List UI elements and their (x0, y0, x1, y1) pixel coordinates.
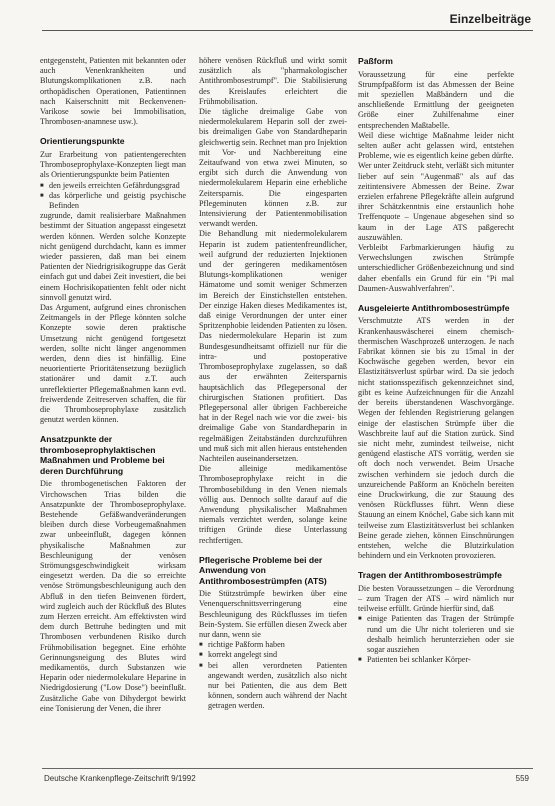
paragraph: Verschmutzte ATS werden in der Krankenhauswäscherei einem chemisch-thermischen Waschprozeß unterzogen. Je nach Fabrikat können sie bis zu 15mal in der Kochwäsche gegeben werden, bevor ein Elastizitätsverlust spürbar wird. Da sie jedoch nicht stationsspezifisch gekennzeichnet sind, gibt es keine Aufzeichnungen für die Anzahl der bereits überstandenen Waschvorgänge. Wegen der fehlenden Registrierung gelangen einige der elastischen Strümpfe über die Waschbreite lauf auf die Station zurück. Sind sie nicht mehr, zumindest teilweise, nicht genügend elastische ATS vorrätig, werden sie oft doch noch verwendet. Beim Ursache zwischen verhindern sie jedoch durch die unzureichende Paßform an Knöcheln bereiten eine Druckwirkung, die zur Stauung des venösen Rückflusses führt. Wenn diese Stauung an einem Knöchel, Gabe sich kann mit teilweise zum Elastizitätsverlust bei schlanken Beine gerade ziehen, können Einschnürungen entstehen, welche die Blutzirkulation behindern und ein Verknoten provozieren. (358, 316, 514, 561)
section-title: Einzelbeiträge (449, 12, 531, 26)
heading-ansatzpunkte: Ansatzpunkte der thromboseprophylaktischen Maßnahmen und Probleme bei deren Durchführung (40, 434, 165, 476)
list-item: ■ richtige Paßform haben (199, 640, 347, 650)
heading-pflegerische-probleme: Pflegerische Probleme bei der Anwendung von Antithrombosestrümpfen (ATS) (199, 554, 327, 586)
page-number: 559 (515, 774, 529, 783)
paragraph: Weil diese wichtige Maßnahme leider nicht selten außer acht gelassen wird, entstehen Probleme, wie es eigentlich keine geben dürfte. (358, 130, 514, 161)
paragraph: Voraussetzung für eine perfekte Strumpfpaßform ist das Abmessen der Beine mit speziellen Maßbändern und die anschließende Ermittlung der geeigneten Größe einer Zuhilfenahme einer entsprechenden Maßtabelle. (358, 69, 514, 130)
list-item: ■ den jeweils erreichten Gefährdungsgrad (40, 181, 186, 191)
column-1 (40, 56, 186, 714)
heading-tragen-ats: Tragen der Antithrombosestrümpfe (358, 570, 502, 581)
paragraph: Zur Erarbeitung von patientengerechten Thromboseprophylaxe-Konzepten liegt man als Orientierungspunkte beim Patienten (40, 149, 186, 180)
paragraph: entgegensteht, Patienten mit bekannten oder auch Venenkrankheiten und Blutungskomplikationen z.B. nach orthopädischen Operationen, Patientinnen nach Kaiserschnitt mit Beckenvenen-Varikose sowie bei Immobilisation, Thrombosen-anamnese usw.). (40, 56, 186, 127)
heading-orientierungspunkte: Orientierungspunkte (40, 136, 125, 147)
list-item: ■ bei allen verordneten Patienten angewandt werden, zusätzlich also nicht nur bei Patienten, die aus dem Bett können, sondern auch während der Nacht getragen werden. (199, 661, 347, 712)
paragraph: Die tägliche dreimalige Gabe von niedermolekularem Heparin soll der zwei- bis dreimaligen Gabe von Standardheparin gleichwertig sein. Rechnet man pro Injektion mit Vor- und Nachbereitung eine Zeitaufwand von etwa zwei Minuten, so ergibt sich durch die Anwendung von niedermolekularem Heparin eine erhebliche Zeitersparnis. Die eingesparten Pflegeminuten können z.B. zur Intensivierung der Patientenmobilisation verwandt werden. (199, 107, 347, 229)
footer-divider (42, 768, 533, 769)
journal-citation: Deutsche Krankenpflege-Zeitschrift 9/1992 (44, 774, 196, 783)
bullet-list (358, 614, 514, 665)
paragraph: Verbleibt Farbmarkierungen häufig zu Verwechslungen zwischen Strümpfe unterschiedlicher Größenbezeichnung und sind daher ebenfalls ein Grund für ein "Pi mal Daumen-Auswahlverfahren". (358, 242, 514, 293)
column-3 (358, 56, 514, 665)
list-item: ■ einige Patienten das Tragen der Strümpfe rund um die Uhr nicht tolerieren und sie deshalb heimlich herunterziehen oder sie sogar ausziehen (358, 614, 514, 655)
paragraph: Die thrombogenetischen Faktoren der Virchowschen Trias bilden die Ansatzpunkte der Thromboseprophylaxe. Bestehende Gefäßwandveränderungen bleiben durch diese Vorbeugemaßnahmen zwar unbeeinflußt, dagegen können physikalische Maßnahmen zur Beschleunigung der venösen Strömungsgeschwindigkeit wirksam eingesetzt werden. Da die so erreichte venöse Strömungsbeschleunigung auch den Abfluß in den tiefen Beinvenen fördert, wird zugleich auch der Rückfluß des Blutes zum Herzen erreicht. Am effektivsten wird dem durch Bettruhe bedingten und mit Thrombosen verbundenen Risiko durch Frühmobilisation begegnet. Eine erhöhte Gerinnungsneigung des Blutes wird medikamentös, durch Substanzen wie Heparin oder niedermolekulare Heparine in Niedrigdosierung ("Low Dose") beeinflußt. Zusätzliche Gabe von Dihydergot bewirkt eine Tonisierung der Venen, die ihrer (40, 479, 186, 713)
heading-ausgeleierte-ats: Ausgeleierte Antithrombosestrümpfe (358, 302, 510, 313)
paragraph: Wer unter Zeitdruck steht, verläßt sich mitunter lieber auf sein "Augenmaß" als auf das zeitintensivere Abmessen der Beine. Zwar erzielen erfahrene Pflegekräfte allein aufgrund ihrer Schätzkenntnis eine erstaunlich hohe Treffenquote – Ungenaue abgesehen sind so kaum in der Lage ATS paßgerecht auszuwählen. (358, 161, 514, 242)
list-item: ■ das körperliche und geistig psychische Befinden (40, 191, 186, 211)
heading-passform: Paßform (358, 56, 393, 66)
paragraph: Die besten Voraussetzungen – die Verordnung – zum Tragen der ATS – wird nämlich nur teilweise erfüllt. Gründe hierfür sind, daß (358, 583, 514, 614)
paragraph: Die Behandlung mit niedermolekularem Heparin ist zudem patientenfreundlicher, weil aufgrund der reduzierten Injektionen und der geringeren medikamentösen Blutungs-komplikationen weniger Hämatome und somit weniger Schmerzen im Bereich der Einstichstellen entstehen. Der einzige Haken dieses Medikamentes ist, daß einige Verordnungen der unter einer Spritzenphobie leidenden Patienten zu lösen. Das niedermolekulare Heparin ist zum Bundesgesundheitsamt offiziell nur für die intra- und postoperative Thromboseprophylaxe zugelassen, so daß aus der erwähnten Zeitersparnis hauptsächlich das Pflegepersonal der chirurgischen Stationen profitiert. Das Pflegepersonal aller übrigen Fachbereiche hat in der Regel nach wie vor die zwei- bis dreimalige Gabe von Standardheparin in regelmäßigen Zeitabständen durchzuführen und muß sich mit allen hieraus entstehenden Nachteilen auseinandersetzen. (199, 229, 347, 463)
paragraph: Die Stützstrümpfe bewirken über eine Venenquerschnittsverringerung eine Beschleunigung des Rückflusses im tiefen Bein-System. Sie erfüllen diesen Zweck aber nur dann, wenn sie (199, 589, 347, 640)
list-item: ■ Patienten bei schlanker Körper- (358, 655, 514, 665)
paragraph: höhere venösen Rückfluß und wirkt somit zusätzlich als "pharmakologischer Antithrombosestrumpf". Die Stabilisierung des Kreislaufes erleichtert die Frühmobilisation. (199, 56, 347, 106)
bullet-list (40, 181, 186, 212)
column-2 (199, 56, 347, 712)
paragraph: Das Argument, aufgrund eines chronischen Zeitmangels in der Pflege könnten solche Konzepte sowie deren praktische Umsetzung nicht genügend fortgesetzt werden, sollte nicht länger angenommen werden, denn dies ist hinfällig. Eine neuorientierte Prioritätensetzung bezüglich stationärer und damit z.T. auch unreflektierter Pflegemaßnahmen kann evtl. freiwerdende Zeitreserven schaffen, die für die Thromboseprophylaxe zusätzlich genutzt werden können. (40, 302, 186, 425)
header-divider (42, 30, 533, 31)
paragraph: zugrunde, damit realisierbare Maßnahmen bestimmt der Situation angepasst eingesetzt werden können. Werden solche Konzepte nicht genügend durchdacht, kann es immer wieder passieren, daß man bei einem Patienten der Niedrigrisikogruppe das Gerät einfach gut und dabei Zeit investiert, die bei einem Hochrisikopatienten fehlt oder nicht sinnvoll genutzt wird. (40, 211, 186, 302)
bullet-list (199, 640, 347, 711)
list-item: ■ korrekt angelegt sind (199, 650, 347, 660)
paragraph: Die alleinige medikamentöse Thromboseprophylaxe reicht in die Thrombosebildung in den Venen niemals völlig aus. Dennoch sollte darauf auf die Anwendung physikalischer Maßnahmen niemals verzichtet werden, solange keine triftigen Gründe diese Unterlassung rechtfertigen. (199, 464, 347, 545)
